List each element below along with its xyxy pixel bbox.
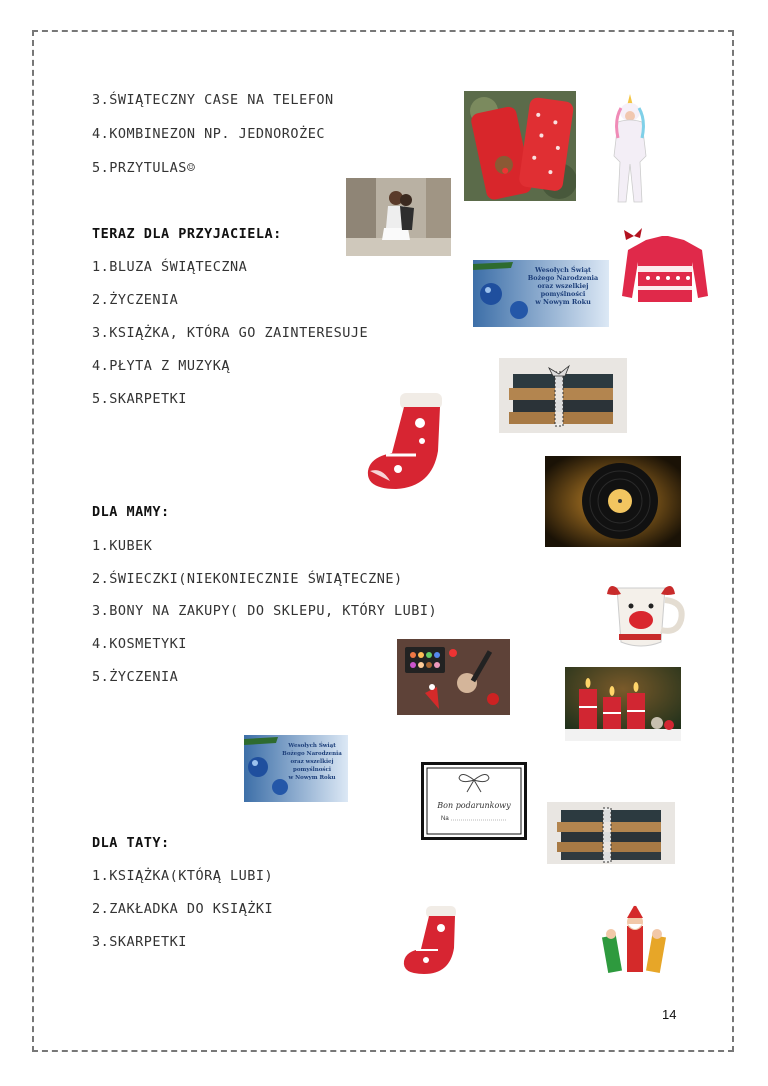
list-item: 3.SKARPETKI: [92, 934, 187, 950]
list-item: 2.ŚWIECZKI(NIEKONIECZNIE ŚWIĄTECZNE): [92, 571, 403, 587]
list-item: 1.KUBEK: [92, 538, 153, 554]
list-item: 5.ŻYCZENIA: [92, 669, 179, 685]
card-line: Wesołych Świąt: [288, 743, 336, 749]
greeting-card-image: [244, 735, 348, 802]
card-line: Wesołych Świąt: [534, 266, 592, 274]
section-heading-friend: TERAZ DLA PRZYJACIELA:: [92, 226, 282, 242]
phone-cases-image: [464, 91, 576, 201]
card-line: oraz wszelkiej: [290, 759, 334, 765]
hug-photo-image: [346, 178, 451, 256]
list-item: 3.KSIĄŻKA, KTÓRA GO ZAINTERESUJE: [92, 325, 369, 341]
cosmetics-image: [397, 639, 510, 715]
greeting-card-image: [473, 260, 609, 327]
list-item: 4.KOSMETYKI: [92, 636, 187, 652]
christmas-sock-image: [362, 391, 447, 493]
books-stack-image: [547, 802, 675, 864]
card-line: w Nowym Roku: [288, 775, 336, 781]
card-line: pomyślności: [540, 290, 586, 298]
section-heading-dad: DLA TATY:: [92, 835, 170, 851]
vinyl-record-image: [545, 456, 681, 547]
list-item: 3.BONY NA ZAKUPY( DO SKLEPU, KTÓRY LUBI): [92, 603, 438, 619]
christmas-sweater-image: [618, 226, 712, 310]
page-number: 14: [662, 1007, 677, 1022]
bookmarks-image: [597, 902, 673, 976]
list-item: 4.KOMBINEZON NP. JEDNOROŻEC: [92, 126, 325, 142]
list-item: 4.PŁYTA Z MUZYKĄ: [92, 358, 231, 374]
list-item: 1.BLUZA ŚWIĄTECZNA: [92, 259, 248, 275]
voucher-field-label: Na: [441, 816, 449, 822]
candles-image: [565, 667, 681, 741]
gift-voucher-image: [421, 762, 527, 840]
card-line: oraz wszelkiej: [537, 282, 589, 290]
card-line: Bożego Narodzenia: [282, 751, 342, 757]
voucher-title: Bon podarunkowy: [437, 801, 511, 810]
list-item: 2.ŻYCZENIA: [92, 292, 179, 308]
card-line: Bożego Narodzenia: [527, 274, 599, 282]
reindeer-mug-image: [599, 582, 689, 652]
books-stack-image: [499, 358, 627, 433]
card-line: pomyślności: [293, 767, 331, 773]
unicorn-onesie-image: [604, 92, 656, 208]
list-item: 2.ZAKŁADKA DO KSIĄŻKI: [92, 901, 274, 917]
christmas-sock-image: [400, 904, 460, 977]
list-item: 1.KSIĄŻKA(KTÓRĄ LUBI): [92, 868, 274, 884]
section-heading-mom: DLA MAMY:: [92, 504, 170, 520]
list-item: 3.ŚWIĄTECZNY CASE NA TELEFON: [92, 92, 334, 108]
list-item: 5.PRZYTULAS☺: [92, 160, 196, 176]
list-item: 5.SKARPETKI: [92, 391, 187, 407]
card-line: w Nowym Roku: [535, 298, 591, 306]
